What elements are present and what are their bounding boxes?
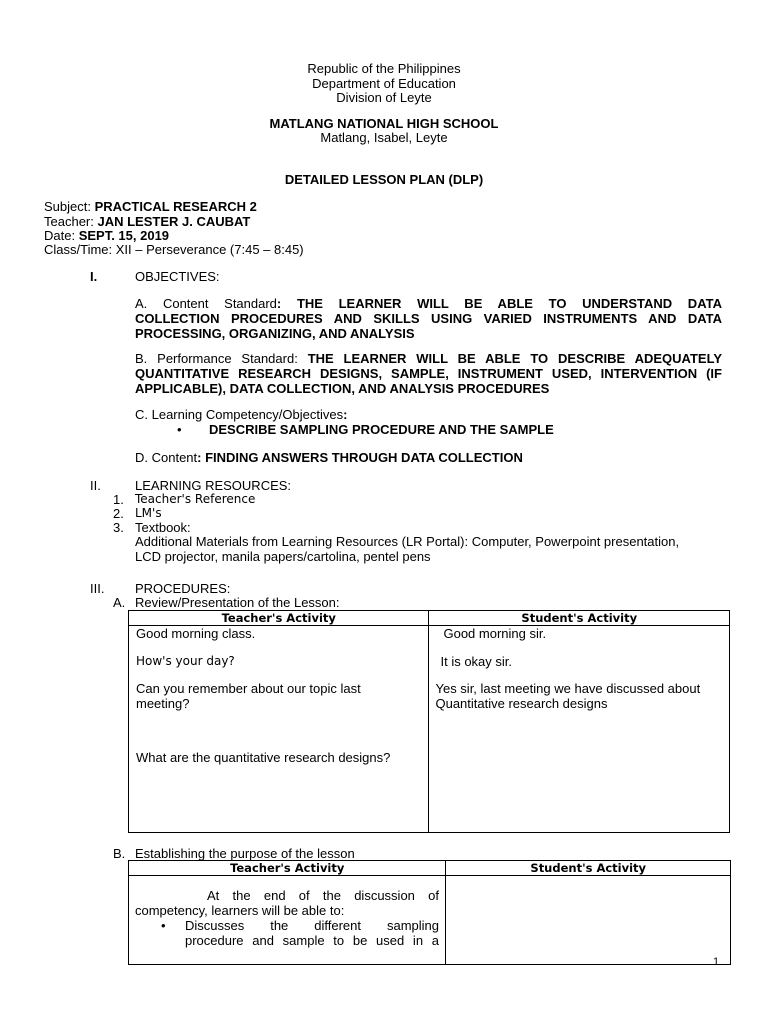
resources-numeral: II. xyxy=(90,478,101,493)
page-number: 1 xyxy=(713,956,720,968)
department-line: Department of Education xyxy=(312,76,456,91)
bullet-icon-b: • xyxy=(161,918,166,933)
teacher-activity-header: Teacher's Activity xyxy=(129,611,429,626)
teacher-activity-header-b: Teacher's Activity xyxy=(129,861,446,876)
competency-bullet: DESCRIBE SAMPLING PROCEDURE AND THE SAMPLE xyxy=(209,422,554,437)
content-standard-line-1: A. Content Standard: THE LEARNER WILL BE ABLE TO UNDERSTAND DATA xyxy=(135,296,722,311)
procedures-heading: PROCEDURES: xyxy=(135,581,231,596)
student-activity-cell xyxy=(429,626,730,833)
date-value: SEPT. 15, 2019 xyxy=(78,228,170,243)
teacher-value: JAN LESTER J. CAUBAT xyxy=(97,214,251,229)
content-standard-line-2: COLLECTION PROCEDURES AND SKILLS USING VARIED INSTRUMENTS AND DATA xyxy=(135,311,722,326)
content-standard-label: A. Content Standard xyxy=(135,296,277,311)
date-line xyxy=(44,228,169,243)
student-answer-line-1: Yes sir, last meeting we have discussed about xyxy=(435,681,701,696)
teacher-line xyxy=(44,214,250,229)
student-greeting: Good morning sir. xyxy=(443,626,547,641)
student-answer-line-2: Quantitative research designs xyxy=(435,696,608,711)
teacher-purpose-line-1: At the end of the discussion of xyxy=(207,888,439,903)
performance-standard-line-1: B. Performance Standard: THE LEARNER WILL BE ABLE TO DESCRIBE ADEQUATELY xyxy=(135,351,722,366)
division-line: Division of Leyte xyxy=(336,90,432,105)
objectives-numeral: I. xyxy=(90,269,98,284)
class-time-line: Class/Time: XII – Perseverance (7:45 – 8:45) xyxy=(44,242,304,257)
performance-standard xyxy=(135,351,722,396)
performance-standard-line-3: APPLICABLE), DATA COLLECTION, AND ANALYSIS PROCEDURES xyxy=(135,381,550,396)
procedure-b-label: B. xyxy=(113,846,126,861)
review-activity-table xyxy=(128,610,730,833)
bullet-icon: • xyxy=(177,422,182,437)
performance-standard-label: B. Performance Standard: xyxy=(135,351,308,366)
teacher-how-day: How's your day? xyxy=(136,654,235,668)
resource-number-2: 2. xyxy=(113,506,124,521)
student-okay: It is okay sir. xyxy=(440,654,513,669)
student-activity-header-b: Student's Activity xyxy=(446,861,731,876)
teacher-purpose-bullet-line-2: procedure and sample to be used in a xyxy=(185,933,439,948)
teacher-label: Teacher: xyxy=(44,214,98,229)
teacher-recall-line-1: Can you remember about our topic last xyxy=(136,681,361,696)
resource-item-1: Teacher's Reference xyxy=(135,492,256,506)
procedure-a-title: Review/Presentation of the Lesson: xyxy=(135,595,340,610)
teacher-question: What are the quantitative research designs? xyxy=(136,750,391,765)
purpose-activity-table xyxy=(128,860,731,965)
republic-line: Republic of the Philippines xyxy=(307,61,461,76)
school-address: Matlang, Isabel, Leyte xyxy=(320,130,448,145)
resource-item-3: Textbook: xyxy=(135,520,191,535)
resources-heading: LEARNING RESOURCES: xyxy=(135,478,292,493)
subject-value: PRACTICAL RESEARCH 2 xyxy=(94,199,257,214)
subject-line xyxy=(44,199,257,214)
resource-number-3: 3. xyxy=(113,520,124,535)
procedure-a-label: A. xyxy=(113,595,126,610)
school-name: MATLANG NATIONAL HIGH SCHOOL xyxy=(269,116,499,131)
student-activity-header: Student's Activity xyxy=(429,611,730,626)
resource-item-2: LM's xyxy=(135,506,162,520)
resource-number-1: 1. xyxy=(113,492,124,507)
date-label: Date: xyxy=(44,228,79,243)
content-standard-line-3: PROCESSING, ORGANIZING, AND ANALYSIS xyxy=(135,326,415,341)
teacher-greeting: Good morning class. xyxy=(136,626,256,641)
subject-label: Subject: xyxy=(44,199,95,214)
teacher-activity-cell xyxy=(129,626,429,833)
teacher-activity-cell-b xyxy=(129,876,446,965)
objectives-heading: OBJECTIVES: xyxy=(135,269,220,284)
teacher-purpose-bullet-line-1: Discusses the different sampling xyxy=(185,918,439,933)
performance-standard-line-2: QUANTITATIVE RESEARCH DESIGNS, SAMPLE, INSTRUMENT USED, INTERVENTION (IF xyxy=(135,366,722,381)
procedures-numeral: III. xyxy=(90,581,105,596)
teacher-recall-line-2: meeting? xyxy=(136,696,190,711)
content-d-line: D. Content: FINDING ANSWERS THROUGH DATA COLLECTION xyxy=(135,450,523,465)
student-activity-cell-b xyxy=(446,876,731,965)
procedure-b-title: Establishing the purpose of the lesson xyxy=(135,846,355,861)
content-standard xyxy=(135,296,722,341)
additional-materials-line-2: LCD projector, manila papers/cartolina, pentel pens xyxy=(135,549,431,564)
additional-materials-line-1: Additional Materials from Learning Resources (LR Portal): Computer, Powerpoint presentation, xyxy=(135,534,680,549)
teacher-purpose-line-2: competency, learners will be able to: xyxy=(135,903,345,918)
document-title: DETAILED LESSON PLAN (DLP) xyxy=(284,172,484,187)
competency-heading: C. Learning Competency/Objectives: xyxy=(135,407,348,422)
